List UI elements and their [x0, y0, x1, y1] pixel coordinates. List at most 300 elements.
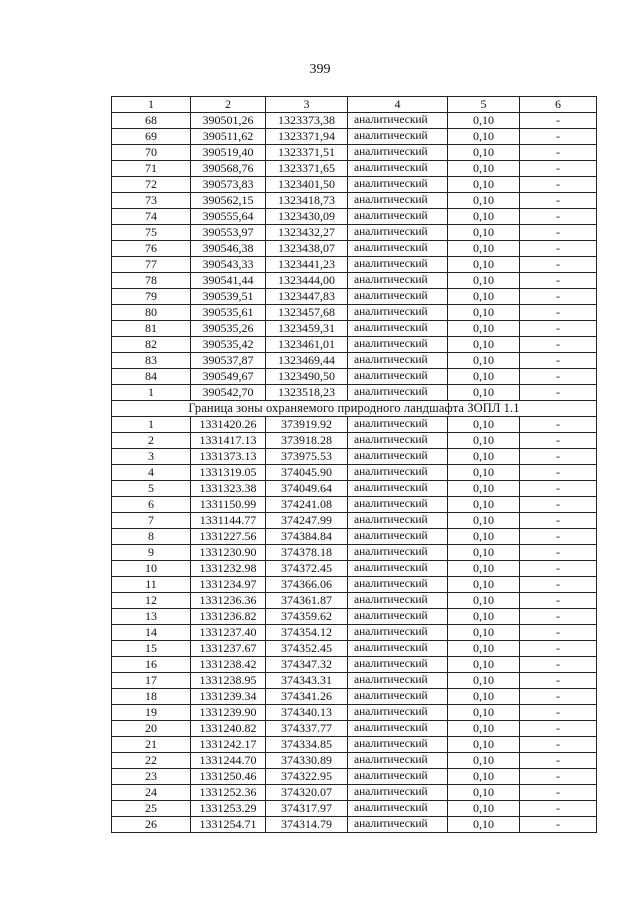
- table-row: [112, 417, 597, 433]
- table-row: [112, 321, 597, 337]
- point-number-cell: 24: [112, 785, 191, 801]
- table-row: [112, 817, 597, 833]
- method-cell: аналитический: [348, 481, 448, 497]
- point-number-cell: 17: [112, 673, 191, 689]
- table-row: [112, 625, 597, 641]
- accuracy-cell: 0,10: [448, 113, 520, 129]
- point-number-cell: 82: [112, 337, 191, 353]
- method-cell: аналитический: [348, 161, 448, 177]
- table-row: [112, 641, 597, 657]
- method-cell: аналитический: [348, 801, 448, 817]
- y-coordinate-cell: 1323401,50: [266, 177, 348, 193]
- note-cell: -: [520, 241, 597, 257]
- method-cell: аналитический: [348, 689, 448, 705]
- method-cell: аналитический: [348, 625, 448, 641]
- note-cell: -: [520, 641, 597, 657]
- y-coordinate-cell: 1323373,38: [266, 113, 348, 129]
- note-cell: -: [520, 449, 597, 465]
- method-cell: аналитический: [348, 673, 448, 689]
- accuracy-cell: 0,10: [448, 209, 520, 225]
- accuracy-cell: 0,10: [448, 753, 520, 769]
- accuracy-cell: 0,10: [448, 289, 520, 305]
- point-number-cell: 22: [112, 753, 191, 769]
- note-cell: -: [520, 353, 597, 369]
- note-cell: -: [520, 817, 597, 833]
- y-coordinate-cell: 374372.45: [266, 561, 348, 577]
- table-row: [112, 465, 597, 481]
- accuracy-cell: 0,10: [448, 625, 520, 641]
- x-coordinate-cell: 1331237.40: [191, 625, 266, 641]
- point-number-cell: 23: [112, 769, 191, 785]
- header-cell: 4: [348, 97, 448, 113]
- note-cell: -: [520, 337, 597, 353]
- method-cell: аналитический: [348, 449, 448, 465]
- method-cell: аналитический: [348, 465, 448, 481]
- accuracy-cell: 0,10: [448, 721, 520, 737]
- table-row: [112, 497, 597, 513]
- y-coordinate-cell: 374322.95: [266, 769, 348, 785]
- point-number-cell: 21: [112, 737, 191, 753]
- point-number-cell: 12: [112, 593, 191, 609]
- y-coordinate-cell: 1323441,23: [266, 257, 348, 273]
- note-cell: -: [520, 385, 597, 401]
- y-coordinate-cell: 1323459,31: [266, 321, 348, 337]
- header-cell: 3: [266, 97, 348, 113]
- method-cell: аналитический: [348, 609, 448, 625]
- note-cell: -: [520, 433, 597, 449]
- y-coordinate-cell: 1323371,94: [266, 129, 348, 145]
- y-coordinate-cell: 1323430,09: [266, 209, 348, 225]
- accuracy-cell: 0,10: [448, 193, 520, 209]
- point-number-cell: 15: [112, 641, 191, 657]
- note-cell: -: [520, 161, 597, 177]
- x-coordinate-cell: 390535,42: [191, 337, 266, 353]
- point-number-cell: 1: [112, 417, 191, 433]
- accuracy-cell: 0,10: [448, 545, 520, 561]
- point-number-cell: 75: [112, 225, 191, 241]
- table-row: [112, 801, 597, 817]
- method-cell: аналитический: [348, 577, 448, 593]
- y-coordinate-cell: 373919.92: [266, 417, 348, 433]
- table-row: [112, 529, 597, 545]
- accuracy-cell: 0,10: [448, 433, 520, 449]
- note-cell: -: [520, 497, 597, 513]
- method-cell: аналитический: [348, 705, 448, 721]
- accuracy-cell: 0,10: [448, 337, 520, 353]
- point-number-cell: 11: [112, 577, 191, 593]
- accuracy-cell: 0,10: [448, 305, 520, 321]
- method-cell: аналитический: [348, 129, 448, 145]
- table-row: [112, 785, 597, 801]
- point-number-cell: 16: [112, 657, 191, 673]
- method-cell: аналитический: [348, 433, 448, 449]
- table-row: [112, 193, 597, 209]
- point-number-cell: 8: [112, 529, 191, 545]
- table-row: [112, 577, 597, 593]
- method-cell: аналитический: [348, 785, 448, 801]
- accuracy-cell: 0,10: [448, 593, 520, 609]
- x-coordinate-cell: 1331323.38: [191, 481, 266, 497]
- note-cell: -: [520, 737, 597, 753]
- y-coordinate-cell: 1323447,83: [266, 289, 348, 305]
- y-coordinate-cell: 374384.84: [266, 529, 348, 545]
- note-cell: -: [520, 209, 597, 225]
- x-coordinate-cell: 390562,15: [191, 193, 266, 209]
- note-cell: -: [520, 513, 597, 529]
- note-cell: -: [520, 753, 597, 769]
- note-cell: -: [520, 545, 597, 561]
- y-coordinate-cell: 1323432,27: [266, 225, 348, 241]
- method-cell: аналитический: [348, 737, 448, 753]
- y-coordinate-cell: 374343.31: [266, 673, 348, 689]
- y-coordinate-cell: 1323371,51: [266, 145, 348, 161]
- point-number-cell: 73: [112, 193, 191, 209]
- point-number-cell: 7: [112, 513, 191, 529]
- method-cell: аналитический: [348, 257, 448, 273]
- method-cell: аналитический: [348, 545, 448, 561]
- table-row: [112, 337, 597, 353]
- point-number-cell: 72: [112, 177, 191, 193]
- note-cell: -: [520, 145, 597, 161]
- accuracy-cell: 0,10: [448, 321, 520, 337]
- table-row: [112, 737, 597, 753]
- x-coordinate-cell: 390573,83: [191, 177, 266, 193]
- y-coordinate-cell: 374049.64: [266, 481, 348, 497]
- x-coordinate-cell: 390539,51: [191, 289, 266, 305]
- x-coordinate-cell: 1331417.13: [191, 433, 266, 449]
- note-cell: -: [520, 465, 597, 481]
- accuracy-cell: 0,10: [448, 145, 520, 161]
- note-cell: -: [520, 529, 597, 545]
- accuracy-cell: 0,10: [448, 817, 520, 833]
- x-coordinate-cell: 1331144.77: [191, 513, 266, 529]
- note-cell: -: [520, 561, 597, 577]
- x-coordinate-cell: 1331227.56: [191, 529, 266, 545]
- point-number-cell: 10: [112, 561, 191, 577]
- method-cell: аналитический: [348, 177, 448, 193]
- y-coordinate-cell: 1323518,23: [266, 385, 348, 401]
- accuracy-cell: 0,10: [448, 353, 520, 369]
- point-number-cell: 77: [112, 257, 191, 273]
- x-coordinate-cell: 390501,26: [191, 113, 266, 129]
- y-coordinate-cell: 1323469,44: [266, 353, 348, 369]
- x-coordinate-cell: 390519,40: [191, 145, 266, 161]
- y-coordinate-cell: 374347.32: [266, 657, 348, 673]
- x-coordinate-cell: 390555,64: [191, 209, 266, 225]
- y-coordinate-cell: 374330.89: [266, 753, 348, 769]
- x-coordinate-cell: 1331319.05: [191, 465, 266, 481]
- x-coordinate-cell: 1331236.82: [191, 609, 266, 625]
- note-cell: -: [520, 785, 597, 801]
- method-cell: аналитический: [348, 113, 448, 129]
- x-coordinate-cell: 390543,33: [191, 257, 266, 273]
- point-number-cell: 14: [112, 625, 191, 641]
- method-cell: аналитический: [348, 353, 448, 369]
- method-cell: аналитический: [348, 209, 448, 225]
- point-number-cell: 2: [112, 433, 191, 449]
- accuracy-cell: 0,10: [448, 177, 520, 193]
- x-coordinate-cell: 1331250.46: [191, 769, 266, 785]
- x-coordinate-cell: 1331253.29: [191, 801, 266, 817]
- method-cell: аналитический: [348, 721, 448, 737]
- table-row: [112, 305, 597, 321]
- y-coordinate-cell: 374317.97: [266, 801, 348, 817]
- point-number-cell: 9: [112, 545, 191, 561]
- x-coordinate-cell: 390535,26: [191, 321, 266, 337]
- y-coordinate-cell: 374334.85: [266, 737, 348, 753]
- accuracy-cell: 0,10: [448, 561, 520, 577]
- x-coordinate-cell: 1331244.70: [191, 753, 266, 769]
- method-cell: аналитический: [348, 145, 448, 161]
- table-row: [112, 513, 597, 529]
- x-coordinate-cell: 1331239.90: [191, 705, 266, 721]
- point-number-cell: 79: [112, 289, 191, 305]
- x-coordinate-cell: 390537,87: [191, 353, 266, 369]
- note-cell: -: [520, 417, 597, 433]
- table-row: [112, 225, 597, 241]
- y-coordinate-cell: 1323438,07: [266, 241, 348, 257]
- accuracy-cell: 0,10: [448, 513, 520, 529]
- header-cell: 5: [448, 97, 520, 113]
- note-cell: -: [520, 673, 597, 689]
- note-cell: -: [520, 225, 597, 241]
- table-row: [112, 161, 597, 177]
- y-coordinate-cell: 1323457,68: [266, 305, 348, 321]
- y-coordinate-cell: 374378.18: [266, 545, 348, 561]
- table-row: [112, 353, 597, 369]
- point-number-cell: 18: [112, 689, 191, 705]
- note-cell: -: [520, 369, 597, 385]
- x-coordinate-cell: 1331242.17: [191, 737, 266, 753]
- method-cell: аналитический: [348, 593, 448, 609]
- accuracy-cell: 0,10: [448, 465, 520, 481]
- method-cell: аналитический: [348, 657, 448, 673]
- method-cell: аналитический: [348, 529, 448, 545]
- note-cell: -: [520, 321, 597, 337]
- x-coordinate-cell: 1331230.90: [191, 545, 266, 561]
- table-row: [112, 593, 597, 609]
- table-row: [112, 753, 597, 769]
- x-coordinate-cell: 1331373.13: [191, 449, 266, 465]
- point-number-cell: 80: [112, 305, 191, 321]
- table-row: [112, 561, 597, 577]
- table-row: [112, 369, 597, 385]
- x-coordinate-cell: 1331150.99: [191, 497, 266, 513]
- point-number-cell: 6: [112, 497, 191, 513]
- x-coordinate-cell: 1331232.98: [191, 561, 266, 577]
- accuracy-cell: 0,10: [448, 769, 520, 785]
- method-cell: аналитический: [348, 289, 448, 305]
- method-cell: аналитический: [348, 321, 448, 337]
- note-cell: -: [520, 801, 597, 817]
- point-number-cell: 68: [112, 113, 191, 129]
- accuracy-cell: 0,10: [448, 705, 520, 721]
- point-number-cell: 69: [112, 129, 191, 145]
- y-coordinate-cell: 374337.77: [266, 721, 348, 737]
- method-cell: аналитический: [348, 497, 448, 513]
- accuracy-cell: 0,10: [448, 161, 520, 177]
- accuracy-cell: 0,10: [448, 497, 520, 513]
- header-cell: 1: [112, 97, 191, 113]
- note-cell: -: [520, 177, 597, 193]
- point-number-cell: 4: [112, 465, 191, 481]
- method-cell: аналитический: [348, 273, 448, 289]
- accuracy-cell: 0,10: [448, 369, 520, 385]
- method-cell: аналитический: [348, 337, 448, 353]
- point-number-cell: 74: [112, 209, 191, 225]
- method-cell: аналитический: [348, 753, 448, 769]
- accuracy-cell: 0,10: [448, 273, 520, 289]
- note-cell: -: [520, 625, 597, 641]
- accuracy-cell: 0,10: [448, 481, 520, 497]
- note-cell: -: [520, 689, 597, 705]
- point-number-cell: 83: [112, 353, 191, 369]
- accuracy-cell: 0,10: [448, 641, 520, 657]
- table-row: [112, 113, 597, 129]
- note-cell: -: [520, 193, 597, 209]
- x-coordinate-cell: 1331236.36: [191, 593, 266, 609]
- y-coordinate-cell: 1323490,50: [266, 369, 348, 385]
- method-cell: аналитический: [348, 769, 448, 785]
- y-coordinate-cell: 374320.07: [266, 785, 348, 801]
- note-cell: -: [520, 113, 597, 129]
- y-coordinate-cell: 374341.26: [266, 689, 348, 705]
- x-coordinate-cell: 390568,76: [191, 161, 266, 177]
- table-row: [112, 481, 597, 497]
- point-number-cell: 84: [112, 369, 191, 385]
- y-coordinate-cell: 1323461,01: [266, 337, 348, 353]
- table-row: [112, 721, 597, 737]
- y-coordinate-cell: 374045.90: [266, 465, 348, 481]
- accuracy-cell: 0,10: [448, 577, 520, 593]
- accuracy-cell: 0,10: [448, 241, 520, 257]
- note-cell: -: [520, 305, 597, 321]
- note-cell: -: [520, 481, 597, 497]
- x-coordinate-cell: 1331238.95: [191, 673, 266, 689]
- x-coordinate-cell: 390511,62: [191, 129, 266, 145]
- accuracy-cell: 0,10: [448, 529, 520, 545]
- note-cell: -: [520, 129, 597, 145]
- table-row: [112, 273, 597, 289]
- y-coordinate-cell: 374314.79: [266, 817, 348, 833]
- x-coordinate-cell: 1331234.97: [191, 577, 266, 593]
- table-row: [112, 433, 597, 449]
- method-cell: аналитический: [348, 241, 448, 257]
- header-cell: 2: [191, 97, 266, 113]
- accuracy-cell: 0,10: [448, 257, 520, 273]
- method-cell: аналитический: [348, 417, 448, 433]
- accuracy-cell: 0,10: [448, 449, 520, 465]
- table-row: [112, 689, 597, 705]
- x-coordinate-cell: 390553,97: [191, 225, 266, 241]
- point-number-cell: 26: [112, 817, 191, 833]
- y-coordinate-cell: 374354.12: [266, 625, 348, 641]
- note-cell: -: [520, 577, 597, 593]
- y-coordinate-cell: 374361.87: [266, 593, 348, 609]
- accuracy-cell: 0,10: [448, 737, 520, 753]
- accuracy-cell: 0,10: [448, 801, 520, 817]
- y-coordinate-cell: 373975.53: [266, 449, 348, 465]
- method-cell: аналитический: [348, 513, 448, 529]
- x-coordinate-cell: 390542,70: [191, 385, 266, 401]
- note-cell: -: [520, 609, 597, 625]
- y-coordinate-cell: 1323444,00: [266, 273, 348, 289]
- method-cell: аналитический: [348, 193, 448, 209]
- table-row: [112, 673, 597, 689]
- y-coordinate-cell: 1323371,65: [266, 161, 348, 177]
- accuracy-cell: 0,10: [448, 417, 520, 433]
- x-coordinate-cell: 390541,44: [191, 273, 266, 289]
- x-coordinate-cell: 1331420.26: [191, 417, 266, 433]
- note-cell: -: [520, 289, 597, 305]
- table-row: [112, 657, 597, 673]
- table-row: [112, 705, 597, 721]
- table-row: [112, 289, 597, 305]
- table-row: [112, 385, 597, 401]
- accuracy-cell: 0,10: [448, 225, 520, 241]
- point-number-cell: 3: [112, 449, 191, 465]
- method-cell: аналитический: [348, 369, 448, 385]
- x-coordinate-cell: 1331238.42: [191, 657, 266, 673]
- table-row: [112, 769, 597, 785]
- y-coordinate-cell: 1323418,73: [266, 193, 348, 209]
- method-cell: аналитический: [348, 225, 448, 241]
- point-number-cell: 20: [112, 721, 191, 737]
- note-cell: -: [520, 769, 597, 785]
- method-cell: аналитический: [348, 641, 448, 657]
- y-coordinate-cell: 374366.06: [266, 577, 348, 593]
- note-cell: -: [520, 657, 597, 673]
- method-cell: аналитический: [348, 305, 448, 321]
- x-coordinate-cell: 1331239.34: [191, 689, 266, 705]
- section-title-row: [112, 401, 597, 417]
- table-row: [112, 545, 597, 561]
- point-number-cell: 5: [112, 481, 191, 497]
- header-cell: 6: [520, 97, 597, 113]
- point-number-cell: 25: [112, 801, 191, 817]
- table-row: [112, 209, 597, 225]
- point-number-cell: 19: [112, 705, 191, 721]
- accuracy-cell: 0,10: [448, 785, 520, 801]
- table-row: [112, 129, 597, 145]
- accuracy-cell: 0,10: [448, 385, 520, 401]
- x-coordinate-cell: 1331252.36: [191, 785, 266, 801]
- note-cell: -: [520, 593, 597, 609]
- x-coordinate-cell: 1331240.82: [191, 721, 266, 737]
- page-number: 399: [309, 62, 331, 77]
- point-number-cell: 78: [112, 273, 191, 289]
- x-coordinate-cell: 1331237.67: [191, 641, 266, 657]
- section-title: Граница зоны охраняемого природного ландшафта ЗОПЛ 1.1: [112, 401, 597, 417]
- point-number-cell: 81: [112, 321, 191, 337]
- method-cell: аналитический: [348, 561, 448, 577]
- coordinates-table: [111, 96, 597, 833]
- accuracy-cell: 0,10: [448, 129, 520, 145]
- point-number-cell: 71: [112, 161, 191, 177]
- x-coordinate-cell: 390546,38: [191, 241, 266, 257]
- point-number-cell: 13: [112, 609, 191, 625]
- accuracy-cell: 0,10: [448, 657, 520, 673]
- table-row: [112, 449, 597, 465]
- coordinates-table-body: [112, 97, 597, 833]
- y-coordinate-cell: 374340.13: [266, 705, 348, 721]
- accuracy-cell: 0,10: [448, 689, 520, 705]
- y-coordinate-cell: 374352.45: [266, 641, 348, 657]
- note-cell: -: [520, 273, 597, 289]
- method-cell: аналитический: [348, 385, 448, 401]
- point-number-cell: 70: [112, 145, 191, 161]
- table-row: [112, 145, 597, 161]
